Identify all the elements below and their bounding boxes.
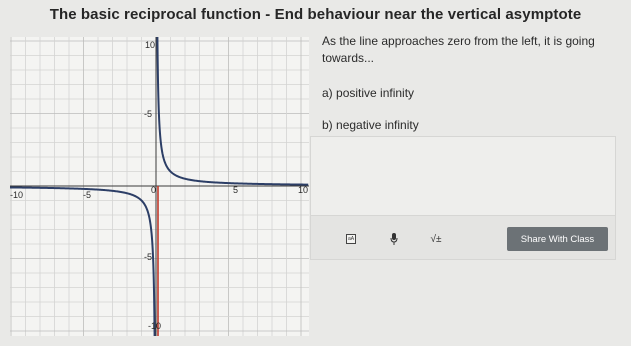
text-format-icon[interactable] — [345, 232, 357, 246]
x-tick-10: 10 — [298, 185, 309, 195]
option-a-label: a) — [322, 86, 333, 100]
y-tick-neg10: -10 — [148, 321, 162, 331]
question-text: As the line approaches zero from the left, it is going towards... — [322, 34, 595, 65]
microphone-icon[interactable] — [388, 232, 400, 246]
option-b-label: b) — [322, 118, 333, 132]
answer-input[interactable] — [310, 136, 616, 216]
graph-panel — [10, 37, 309, 336]
x-tick-0: 0 — [151, 185, 157, 195]
y-tick-5-lower: -5 — [144, 252, 153, 262]
reciprocal-graph — [10, 37, 309, 336]
option-b[interactable] — [322, 118, 419, 132]
page-title: The basic reciprocal function - End behaviour near the vertical asymptote — [49, 6, 582, 23]
left-branch-curve — [10, 187, 155, 336]
microphone-glyph — [390, 233, 398, 245]
option-a-text: positive infinity — [336, 86, 415, 100]
math-equation-icon[interactable]: √± — [430, 233, 442, 245]
text-format-glyph: aA — [347, 236, 355, 242]
y-tick-5-upper: -5 — [144, 109, 153, 119]
share-with-class-button[interactable]: Share With Class — [507, 227, 608, 251]
y-tick-10: 10 — [145, 40, 156, 50]
x-tick-neg10: -10 — [10, 190, 24, 200]
x-tick-5: 5 — [233, 185, 239, 195]
x-tick-neg5: -5 — [83, 190, 92, 200]
option-a[interactable] — [322, 86, 414, 100]
right-branch-curve — [157, 37, 308, 185]
option-b-text: negative infinity — [336, 118, 419, 132]
